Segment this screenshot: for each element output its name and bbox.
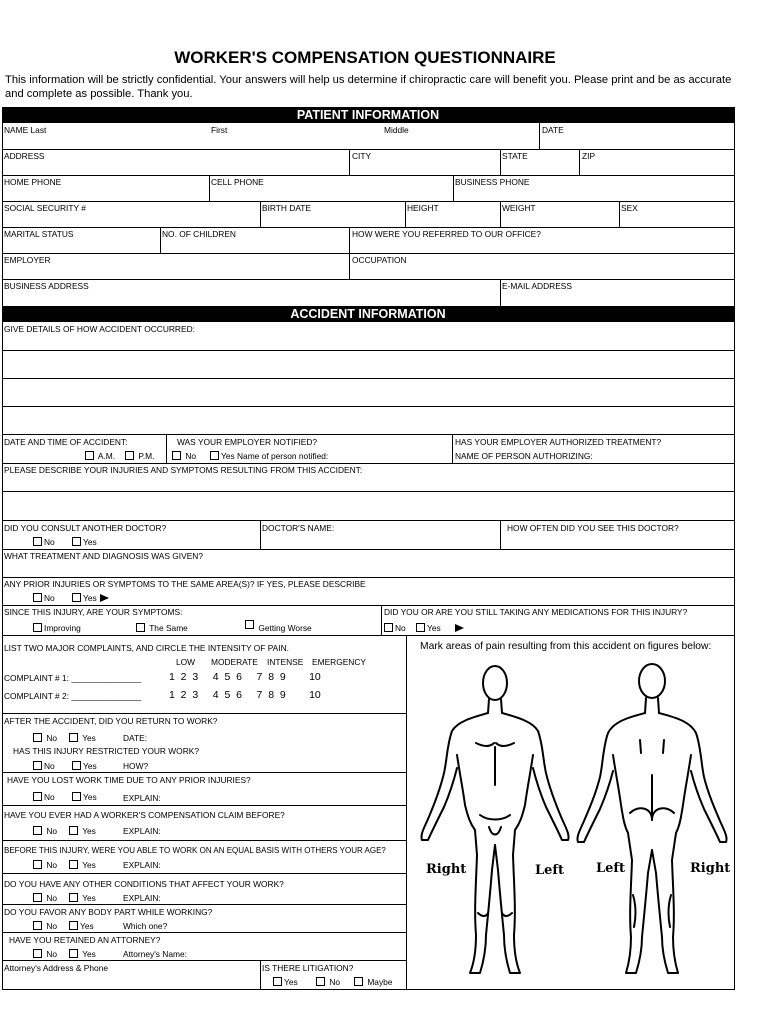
referred-label: HOW WERE YOU REFERRED TO OUR OFFICE? — [352, 229, 541, 239]
same-option[interactable] — [136, 623, 188, 633]
row-line — [2, 873, 406, 874]
conditions-no-text: No — [46, 893, 58, 903]
attorney-no-checkbox[interactable] — [33, 949, 42, 958]
equal-no-text: No — [46, 860, 58, 870]
favor-label: DO YOU FAVOR ANY BODY PART WHILE WORKING? — [4, 907, 213, 917]
accident-details-label: GIVE DETAILS OF HOW ACCIDENT OCCURRED: — [4, 324, 195, 334]
conditions-explain-label: EXPLAIN: — [123, 893, 161, 903]
restricted-label: HAS THIS INJURY RESTRICTED YOUR WORK? — [13, 746, 199, 756]
home-phone-label: HOME PHONE — [4, 177, 62, 187]
notified-yes-option[interactable] — [210, 451, 328, 461]
litigation-maybe-option[interactable] — [354, 977, 392, 987]
consult-yes-text: Yes — [83, 537, 97, 547]
lost-yes-option[interactable] — [72, 792, 97, 802]
moderate-label: MODERATE — [211, 657, 258, 667]
date-label: DATE — [542, 125, 564, 135]
restricted-no-checkbox[interactable] — [33, 761, 42, 770]
lost-no-option[interactable] — [33, 792, 55, 802]
return-no-option[interactable] — [33, 733, 57, 743]
row-line — [2, 491, 735, 492]
attorney-label: HAVE YOU RETAINED AN ATTORNEY? — [9, 935, 161, 945]
complaint-2-scale[interactable]: 1 2 3 4 5 6 7 8 9 10 — [169, 689, 321, 701]
children-label: NO. OF CHILDREN — [162, 229, 236, 239]
page-title: WORKER'S COMPENSATION QUESTIONNAIRE — [174, 48, 556, 67]
how-often-label: HOW OFTEN DID YOU SEE THIS DOCTOR? — [507, 523, 679, 533]
address-label: ADDRESS — [4, 151, 45, 161]
row-line — [2, 635, 735, 636]
same-checkbox[interactable] — [136, 623, 145, 632]
equal-explain-label: EXPLAIN: — [123, 860, 161, 870]
attorney-name-label: Attorney's Name: — [123, 949, 187, 959]
mark-areas-label: Mark areas of pain resulting from this accident on figures below: — [420, 641, 712, 652]
conditions-yes-text: Yes — [82, 893, 96, 903]
back-right-label: Right — [690, 861, 730, 876]
conditions-yes-checkbox[interactable] — [69, 893, 78, 902]
symptoms-since-label: SINCE THIS INJURY, ARE YOUR SYMPTOMS: — [4, 607, 183, 617]
consult-yes-option[interactable] — [72, 537, 97, 547]
litigation-no-checkbox[interactable] — [316, 977, 325, 986]
row-line — [2, 549, 735, 550]
column-divider — [406, 635, 407, 989]
claim-no-option[interactable] — [33, 826, 57, 836]
marital-status-label: MARITAL STATUS — [4, 229, 74, 239]
return-yes-text: Yes — [82, 733, 96, 743]
equal-yes-checkbox[interactable] — [69, 860, 78, 869]
cell-divider — [579, 149, 580, 175]
patient-info-header: PATIENT INFORMATION — [2, 107, 734, 123]
medications-label: DID YOU OR ARE YOU STILL TAKING ANY MEDICATIONS FOR THIS INJURY? — [384, 607, 688, 617]
low-label: LOW — [176, 657, 196, 667]
equal-no-checkbox[interactable] — [33, 860, 42, 869]
back-left-label: Left — [596, 861, 626, 876]
prior-no-checkbox[interactable] — [33, 593, 42, 602]
notified-yes-checkbox[interactable] — [210, 451, 219, 460]
claim-yes-checkbox[interactable] — [69, 826, 78, 835]
cell-divider — [209, 175, 210, 201]
weight-label: WEIGHT — [502, 203, 536, 213]
row-line — [2, 960, 406, 961]
row-line — [2, 840, 406, 841]
return-no-checkbox[interactable] — [33, 733, 42, 742]
cell-divider — [349, 227, 350, 253]
cell-divider — [539, 123, 540, 149]
form-border-right — [734, 107, 735, 989]
return-date-label: DATE: — [123, 733, 148, 743]
cell-divider — [260, 201, 261, 227]
attorney-no-option[interactable] — [33, 949, 57, 959]
height-label: HEIGHT — [407, 203, 439, 213]
consult-no-checkbox[interactable] — [33, 537, 42, 546]
row-line — [2, 932, 406, 933]
body-figures — [410, 655, 730, 985]
notified-no-text: No — [185, 451, 197, 461]
row-line — [2, 463, 735, 464]
form-border-left — [2, 107, 3, 989]
cell-divider — [349, 149, 350, 175]
return-work-label: AFTER THE ACCIDENT, DID YOU RETURN TO WORK? — [4, 716, 218, 726]
consult-yes-checkbox[interactable] — [72, 537, 81, 546]
arrow-right-icon — [455, 624, 464, 632]
cell-divider — [160, 227, 161, 253]
form-border-bottom — [2, 989, 735, 990]
pm-checkbox[interactable] — [125, 451, 134, 460]
claim-yes-option[interactable] — [69, 826, 96, 836]
favor-yes-checkbox[interactable] — [69, 921, 78, 930]
meds-yes-checkbox[interactable] — [416, 623, 425, 632]
favor-yes-text: Yes — [80, 921, 94, 931]
authorizing-label: NAME OF PERSON AUTHORIZING: — [455, 451, 593, 461]
emergency-label: EMERGENCY — [312, 657, 366, 667]
state-label: STATE — [502, 151, 528, 161]
improving-checkbox[interactable] — [33, 623, 42, 632]
front-body-figure[interactable] — [421, 666, 568, 973]
business-phone-label: BUSINESS PHONE — [455, 177, 530, 187]
litigation-yes-option[interactable] — [273, 977, 298, 987]
return-yes-checkbox[interactable] — [69, 733, 78, 742]
arrow-right-icon — [100, 594, 109, 602]
favor-no-option[interactable] — [33, 921, 57, 931]
name-first-label: First — [211, 125, 228, 135]
pm-option[interactable] — [125, 451, 154, 461]
prior-yes-option[interactable] — [72, 593, 109, 603]
am-text: A.M. — [97, 451, 116, 461]
attorney-yes-option[interactable] — [69, 949, 96, 959]
attorney-no-text: No — [46, 949, 58, 959]
conditions-yes-option[interactable] — [69, 893, 96, 903]
ssn-label: SOCIAL SECURITY # — [4, 203, 86, 213]
front-right-label: Right — [426, 862, 467, 877]
restricted-yes-checkbox[interactable] — [72, 761, 81, 770]
favor-no-checkbox[interactable] — [33, 921, 42, 930]
litigation-maybe-checkbox[interactable] — [354, 977, 363, 986]
litigation-no-option[interactable] — [316, 977, 340, 987]
meds-yes-option[interactable] — [416, 623, 464, 633]
lost-no-text: No — [44, 792, 55, 802]
authorized-label: HAS YOUR EMPLOYER AUTHORIZED TREATMENT? — [455, 437, 662, 447]
occupation-label: OCCUPATION — [352, 255, 407, 265]
cell-divider — [349, 253, 350, 279]
litigation-maybe-text: Maybe — [367, 977, 393, 987]
cell-divider — [500, 201, 501, 227]
prior-claim-label: HAVE YOU EVER HAD A WORKER'S COMPENSATION CLAIM BEFORE? — [4, 810, 285, 820]
prior-no-option[interactable] — [33, 593, 55, 603]
conditions-no-checkbox[interactable] — [33, 893, 42, 902]
lost-yes-checkbox[interactable] — [72, 792, 81, 801]
worse-text: Getting Worse — [258, 623, 312, 633]
cell-divider — [260, 520, 261, 549]
treatment-label: WHAT TREATMENT AND DIAGNOSIS WAS GIVEN? — [4, 551, 204, 561]
same-text: The Same — [149, 623, 188, 633]
claim-yes-text: Yes — [82, 826, 96, 836]
complaint-2-label[interactable]: COMPLAINT # 2: _______________ — [4, 691, 142, 701]
name-last-label: NAME Last — [4, 125, 47, 135]
employer-label: EMPLOYER — [4, 255, 51, 265]
row-line — [2, 434, 735, 435]
litigation-yes-checkbox[interactable] — [273, 977, 282, 986]
improving-text: Improving — [44, 623, 81, 633]
name-middle-label: Middle — [384, 125, 409, 135]
employer-notified-label: WAS YOUR EMPLOYER NOTIFIED? — [177, 437, 318, 447]
prior-yes-checkbox[interactable] — [72, 593, 81, 602]
favor-no-text: No — [46, 921, 58, 931]
consult-no-option[interactable] — [33, 537, 55, 547]
conditions-no-option[interactable] — [33, 893, 57, 903]
lost-explain-label: EXPLAIN: — [123, 793, 161, 803]
cell-divider — [500, 520, 501, 549]
return-yes-option[interactable] — [69, 733, 96, 743]
claim-no-text: No — [46, 826, 58, 836]
worse-option[interactable] — [245, 620, 312, 633]
improving-option[interactable] — [33, 623, 81, 633]
cell-divider — [166, 434, 167, 463]
equal-basis-label: BEFORE THIS INJURY, WERE YOU ABLE TO WORK ON AN EQUAL BASIS WITH OTHERS YOUR AGE? — [4, 846, 386, 855]
cell-divider — [500, 279, 501, 306]
return-no-text: No — [46, 733, 58, 743]
meds-no-text: No — [395, 623, 406, 633]
sex-label: SEX — [621, 203, 638, 213]
prior-injuries-label: ANY PRIOR INJURIES OR SYMPTOMS TO THE SAME AREA(S)? IF YES, PLEASE DESCRIBE — [4, 579, 366, 589]
restricted-no-text: No — [44, 761, 55, 771]
litigation-label: IS THERE LITIGATION? — [262, 963, 354, 973]
back-body-figure[interactable] — [577, 664, 726, 973]
cell-divider — [405, 201, 406, 227]
attorney-address-label: Attorney's Address & Phone — [4, 963, 109, 973]
attorney-yes-checkbox[interactable] — [69, 949, 78, 958]
doctor-name-label: DOCTOR'S NAME: — [262, 523, 335, 533]
row-line — [2, 279, 735, 280]
pm-text: P.M. — [138, 451, 155, 461]
row-line — [2, 201, 735, 202]
cell-divider — [452, 434, 453, 463]
row-line — [2, 520, 735, 521]
am-checkbox[interactable] — [85, 451, 94, 460]
other-conditions-label: DO YOU HAVE ANY OTHER CONDITIONS THAT AFFECT YOUR WORK? — [4, 879, 284, 889]
row-line — [2, 378, 735, 379]
meds-no-option[interactable] — [384, 623, 406, 633]
row-line — [2, 904, 406, 905]
complaint-1-scale[interactable]: 1 2 3 4 5 6 7 8 9 10 — [169, 671, 321, 683]
am-option[interactable] — [85, 451, 115, 461]
equal-yes-text: Yes — [82, 860, 96, 870]
notified-no-checkbox[interactable] — [172, 451, 181, 460]
favor-which-label: Which one? — [123, 921, 168, 931]
row-line — [2, 805, 406, 806]
row-line — [2, 175, 735, 176]
favor-yes-option[interactable] — [69, 921, 94, 931]
row-line — [2, 406, 735, 407]
intense-label: INTENSE — [267, 657, 304, 667]
complaint-1-label[interactable]: COMPLAINT # 1: _______________ — [4, 673, 142, 683]
accident-datetime-label: DATE AND TIME OF ACCIDENT: — [4, 437, 128, 447]
complaints-label: LIST TWO MAJOR COMPLAINTS, AND CIRCLE THE INTENSITY OF PAIN. — [4, 643, 289, 653]
meds-yes-text: Yes — [427, 623, 441, 633]
describe-injuries-label: PLEASE DESCRIBE YOUR INJURIES AND SYMPTOMS RESULTING FROM THIS ACCIDENT: — [4, 465, 363, 475]
intro-text: This information will be strictly confidential. Your answers will help us determine if chiropractic care will benefit you. Please print and be as accurate and complete as possible. Thank you. — [5, 74, 732, 100]
equal-yes-option[interactable] — [69, 860, 96, 870]
birth-date-label: BIRTH DATE — [262, 203, 312, 213]
cell-divider — [381, 605, 382, 635]
row-line — [2, 227, 735, 228]
row-line — [2, 253, 735, 254]
notified-no-option[interactable] — [172, 451, 196, 461]
accident-info-header: ACCIDENT INFORMATION — [2, 306, 734, 322]
row-line — [2, 713, 406, 714]
claim-no-checkbox[interactable] — [33, 826, 42, 835]
consult-no-text: No — [44, 537, 55, 547]
litigation-no-text: No — [329, 977, 341, 987]
claim-explain-label: EXPLAIN: — [123, 826, 161, 836]
cell-divider — [260, 960, 261, 989]
lost-time-label: HAVE YOU LOST WORK TIME DUE TO ANY PRIOR INJURIES? — [7, 775, 251, 785]
litigation-yes-text: Yes — [284, 977, 298, 987]
meds-no-checkbox[interactable] — [384, 623, 393, 632]
prior-yes-text: Yes — [83, 593, 97, 603]
row-line — [2, 149, 735, 150]
row-line — [2, 350, 735, 351]
front-left-label: Left — [535, 863, 565, 878]
row-line — [2, 772, 406, 773]
cell-phone-label: CELL PHONE — [211, 177, 264, 187]
cell-divider — [619, 201, 620, 227]
row-line — [2, 577, 735, 578]
restricted-how-label: HOW? — [123, 761, 149, 771]
prior-no-text: No — [44, 593, 55, 603]
city-label: CITY — [352, 151, 372, 161]
attorney-yes-text: Yes — [82, 949, 96, 959]
cell-divider — [453, 175, 454, 201]
lost-yes-text: Yes — [83, 792, 97, 802]
row-line — [2, 605, 735, 606]
restricted-no-option[interactable] — [33, 761, 55, 771]
restricted-yes-text: Yes — [83, 761, 97, 771]
email-label: E-MAIL ADDRESS — [502, 281, 572, 291]
worse-checkbox[interactable] — [245, 620, 254, 629]
notified-yes-text: Yes Name of person notified: — [221, 451, 329, 461]
business-address-label: BUSINESS ADDRESS — [4, 281, 89, 291]
restricted-yes-option[interactable] — [72, 761, 97, 771]
zip-label: ZIP — [582, 151, 596, 161]
consult-doctor-label: DID YOU CONSULT ANOTHER DOCTOR? — [4, 523, 167, 533]
lost-no-checkbox[interactable] — [33, 792, 42, 801]
cell-divider — [500, 149, 501, 175]
equal-no-option[interactable] — [33, 860, 57, 870]
